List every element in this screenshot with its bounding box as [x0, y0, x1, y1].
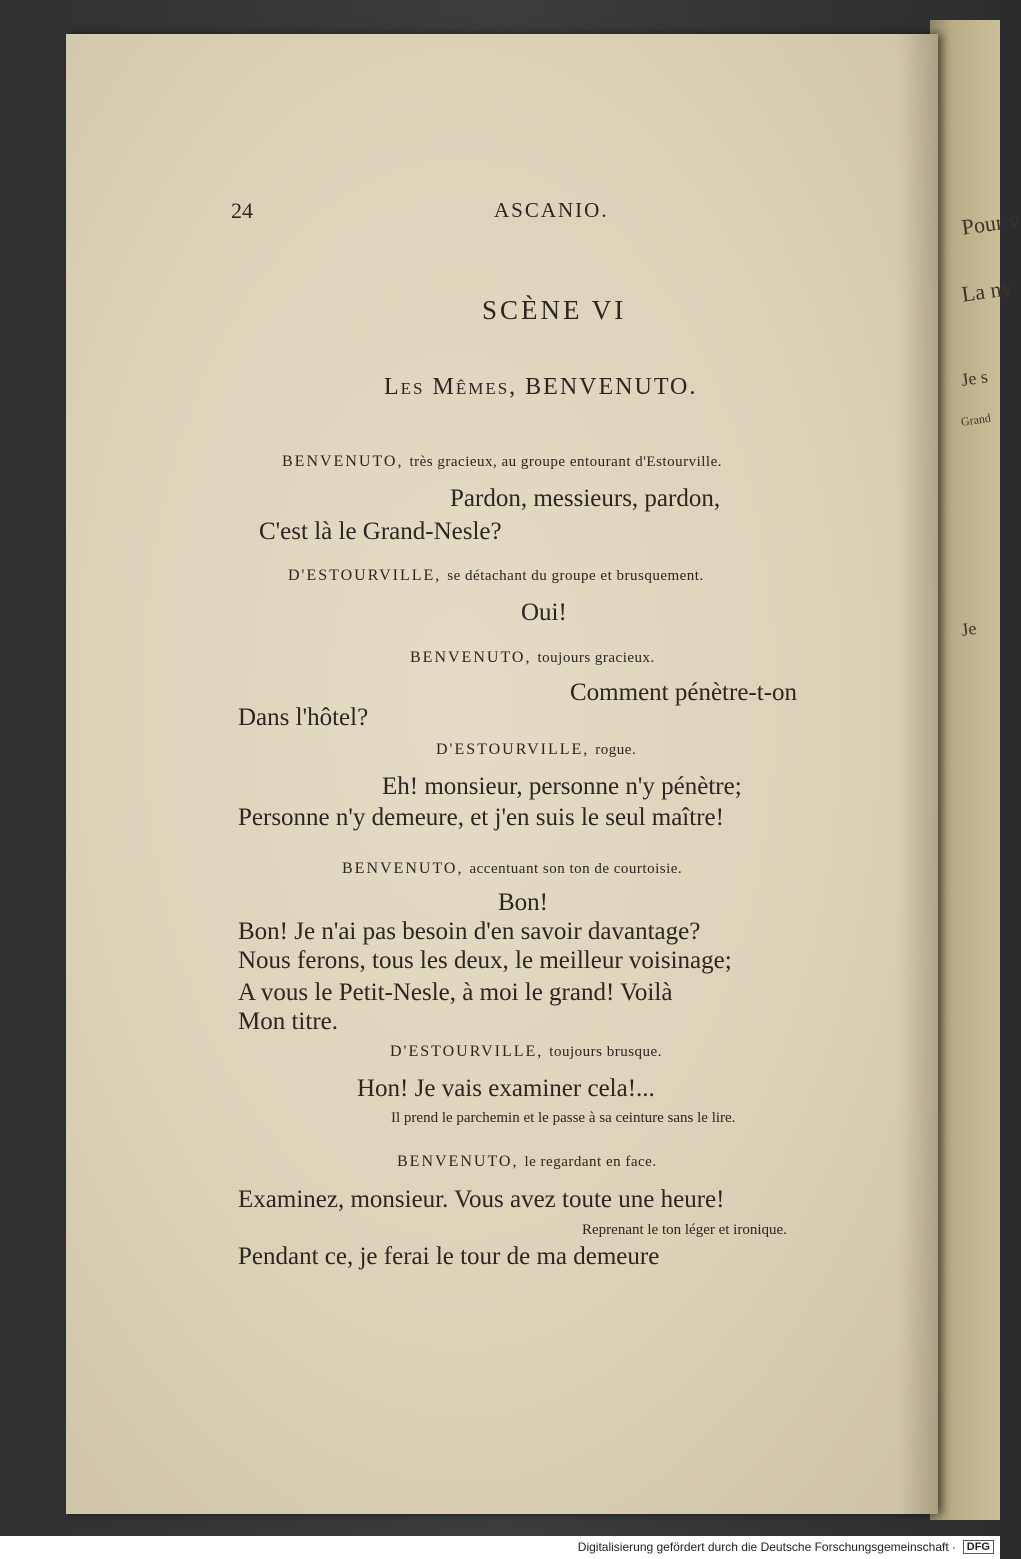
- speaker-name: BENVENUTO,: [397, 1153, 519, 1170]
- verse-line: Oui!: [521, 599, 567, 626]
- verse-line: Examinez, monsieur. Vous avez toute une heure!: [238, 1186, 725, 1213]
- speaker-line: [288, 568, 704, 584]
- facing-page-edge: [930, 20, 1021, 1520]
- facing-fragment: Je: [960, 617, 978, 640]
- stage-direction: rogue.: [595, 742, 637, 758]
- speaker-line: [410, 650, 655, 666]
- dfg-logo: DFG: [963, 1540, 994, 1554]
- speaker-line: [390, 1044, 662, 1060]
- speaker-name: D'ESTOURVILLE,: [288, 567, 442, 584]
- speaker-line: [397, 1154, 657, 1170]
- facing-fragment: La ny: [960, 274, 1014, 307]
- stage-direction: accentuant son ton de courtoisie.: [469, 861, 683, 877]
- verse-line: Bon!: [498, 889, 548, 916]
- facing-fragment: Pour v: [960, 206, 1021, 240]
- stage-direction: Il prend le parchemin et le passe à sa ceinture sans le lire.: [391, 1110, 736, 1126]
- stage-direction: toujours brusque.: [549, 1044, 662, 1060]
- verse-line: Comment pénètre-t-on: [570, 679, 798, 706]
- verse-line: Pardon, messieurs, pardon,: [450, 485, 721, 512]
- verse-line: C'est là le Grand-Nesle?: [259, 518, 502, 545]
- verse-line: Bon! Je n'ai pas besoin d'en savoir davantage?: [238, 918, 701, 945]
- verse-line: Hon! Je vais examiner cela!...: [357, 1075, 655, 1102]
- speaker-name: D'ESTOURVILLE,: [436, 741, 590, 758]
- stage-direction: le regardant en face.: [524, 1154, 657, 1170]
- verse-line: Eh! monsieur, personne n'y pénètre;: [382, 773, 742, 800]
- stage-direction: toujours gracieux.: [537, 650, 655, 666]
- verse-line: A vous le Petit-Nesle, à moi le grand! Voilà: [238, 979, 673, 1006]
- speaker-name: BENVENUTO,: [342, 860, 464, 877]
- speaker-name: BENVENUTO,: [410, 649, 532, 666]
- speaker-line: [282, 454, 722, 470]
- funding-credit: Digitalisierung gefördert durch die Deutsche Forschungsgemeinschaft ·: [577, 1540, 956, 1554]
- stage-direction: Reprenant le ton léger et ironique.: [582, 1222, 787, 1238]
- stage-direction: très gracieux, au groupe entourant d'Estourville.: [409, 454, 723, 470]
- verse-line: Dans l'hôtel?: [238, 704, 369, 731]
- running-title: ASCANIO.: [494, 198, 609, 222]
- book-page: [66, 34, 938, 1514]
- digitization-footer: [0, 1536, 1000, 1559]
- facing-fragment: Grand: [960, 410, 992, 429]
- scene-title: SCÈNE VI: [482, 295, 627, 325]
- verse-line: Nous ferons, tous les deux, le meilleur voisinage;: [238, 947, 732, 974]
- verse-line: Mon titre.: [238, 1008, 338, 1035]
- verse-line: Pendant ce, je ferai le tour de ma demeure: [238, 1243, 660, 1270]
- speaker-name: D'ESTOURVILLE,: [390, 1043, 544, 1060]
- scene-cast: Les Mêmes, BENVENUTO.: [384, 374, 698, 400]
- speaker-line: [342, 861, 682, 877]
- stage-direction: se détachant du groupe et brusquement.: [447, 568, 704, 584]
- page-number: 24: [231, 198, 253, 223]
- verse-line: Personne n'y demeure, et j'en suis le seul maître!: [238, 804, 724, 831]
- speaker-name: BENVENUTO,: [282, 453, 404, 470]
- speaker-line: [436, 742, 636, 758]
- facing-fragment: Je s: [960, 366, 990, 390]
